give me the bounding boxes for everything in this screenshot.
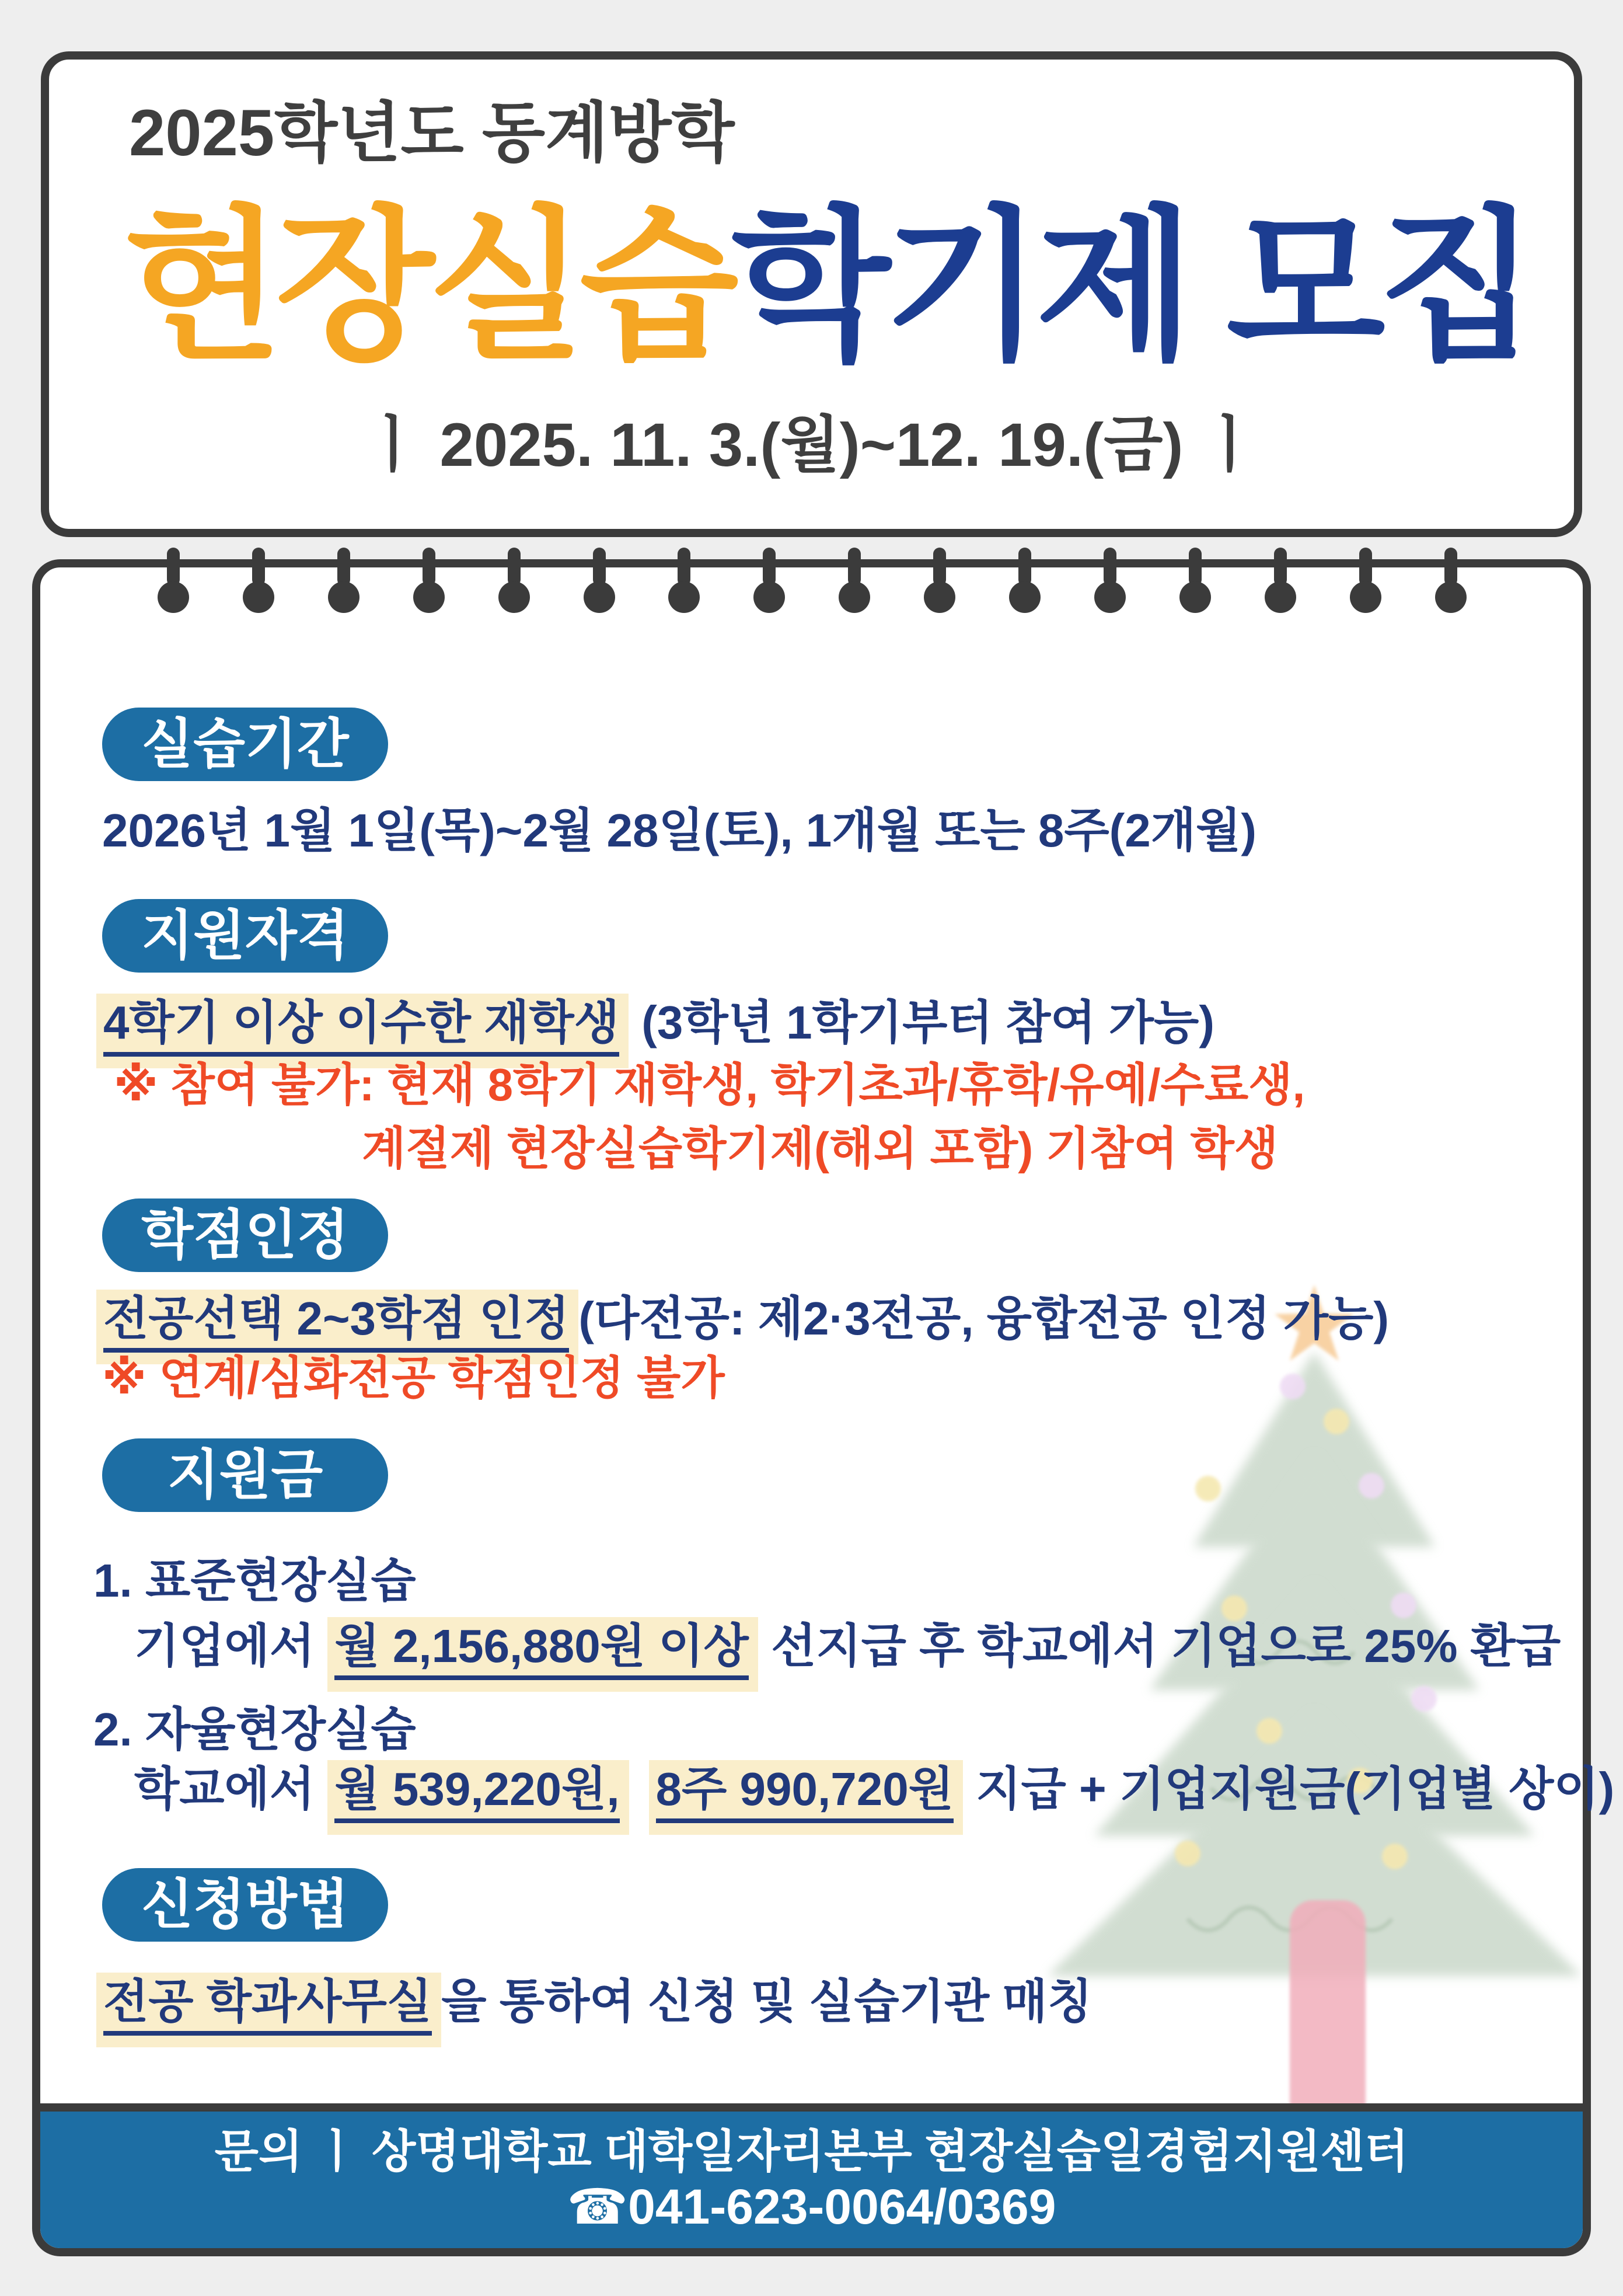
christmas-tree-icon (1024, 1281, 1591, 2163)
stipend-item1-text (134, 1617, 1561, 1692)
stipend-item1-title: 1. 표준현장실습 (93, 1555, 416, 1607)
eligibility-suffix: (3학년 1학기부터 참여 가능) (628, 997, 1214, 1048)
binder-pin-icon (158, 548, 189, 613)
stipend-item1-prefix: 기업에서 (134, 1620, 328, 1672)
binder-pin-icon (584, 548, 615, 613)
badge-credits: 학점인정 (102, 1198, 388, 1272)
eligibility-note-1: ※ 참여 불가: 현재 8학기 재학생, 학기초과/휴학/유예/수료생, (114, 1059, 1306, 1110)
badge-application: 신청방법 (102, 1868, 388, 1942)
badge-practice-period: 실습기간 (102, 708, 388, 781)
header-card (41, 51, 1582, 537)
application-text (96, 1973, 1093, 2047)
page-title (124, 194, 1531, 378)
stipend-item1-suffix: 선지급 후 학교에서 기업으로 25% 환급 (758, 1620, 1561, 1672)
binder-pin-icon (1094, 548, 1126, 613)
eligibility-highlight: 4학기 이상 이수한 재학생 (103, 999, 619, 1057)
badge-stipend: 지원금 (102, 1438, 388, 1512)
application-highlight: 전공 학과사무실 (103, 1978, 432, 2036)
binder-pin-icon (413, 548, 445, 613)
binder-pin-icon (328, 548, 359, 613)
title-accent: 현장실습 (124, 194, 732, 378)
recruitment-period: ㅣ 2025. 11. 3.(월)~12. 19.(금) ㅣ (363, 411, 1260, 479)
binder-pin-icon (1265, 548, 1296, 613)
binder-pin-icon (753, 548, 785, 613)
binder-pin-icon (839, 548, 870, 613)
credits-highlight: 전공선택 2~3학점 인정 (103, 1295, 569, 1353)
binder-pin-icon (668, 548, 700, 613)
binder-pin-icon (1435, 548, 1467, 613)
practice-period-text: 2026년 1월 1일(목)~2월 28일(토), 1개월 또는 8주(2개월) (102, 804, 1256, 856)
stipend-item2-highlight-2: 8주 990,720원 (656, 1766, 954, 1823)
eligibility-text (96, 994, 1214, 1068)
binder-pin-icon (243, 548, 274, 613)
binder-pin-icon (1179, 548, 1211, 613)
binder-pin-icon (924, 548, 955, 613)
footer-bar (40, 2103, 1583, 2248)
stipend-item2-title: 2. 자율현장실습 (93, 1703, 416, 1755)
credits-suffix: (다전공: 제2·3전공, 융합전공 인정 가능) (578, 1292, 1390, 1344)
stipend-item2-prefix: 학교에서 (134, 1763, 328, 1815)
contact-info: 문의 ㅣ 상명대학교 대학일자리본부 현장실습일경험지원센터 (214, 2126, 1409, 2177)
eligibility-note-2: 계절제 현장실습학기제(해외 포함) 기참여 학생 (362, 1123, 1279, 1174)
binder-pin-icon (498, 548, 530, 613)
title-rest: 학기제 모집 (731, 194, 1531, 378)
contact-phone: ☎041-623-0064/0369 (567, 2179, 1056, 2234)
header-subtitle: 2025학년도 동계방학 (129, 96, 735, 169)
credits-note: ※ 연계/심화전공 학점인정 불가 (102, 1352, 725, 1403)
stipend-item1-highlight: 월 2,156,880원 이상 (334, 1623, 748, 1680)
binder-pin-icon (1009, 548, 1041, 613)
binder-pin-icon (1350, 548, 1381, 613)
application-suffix: 을 통하여 신청 및 실습기관 매칭 (441, 1976, 1093, 2027)
stipend-item2-suffix: 지급 + 기업지원금(기업별 상이) (963, 1763, 1615, 1815)
stipend-item2-text (134, 1760, 1614, 1835)
badge-eligibility: 지원자격 (102, 899, 388, 973)
stipend-item2-highlight-1: 월 539,220원, (334, 1766, 619, 1823)
